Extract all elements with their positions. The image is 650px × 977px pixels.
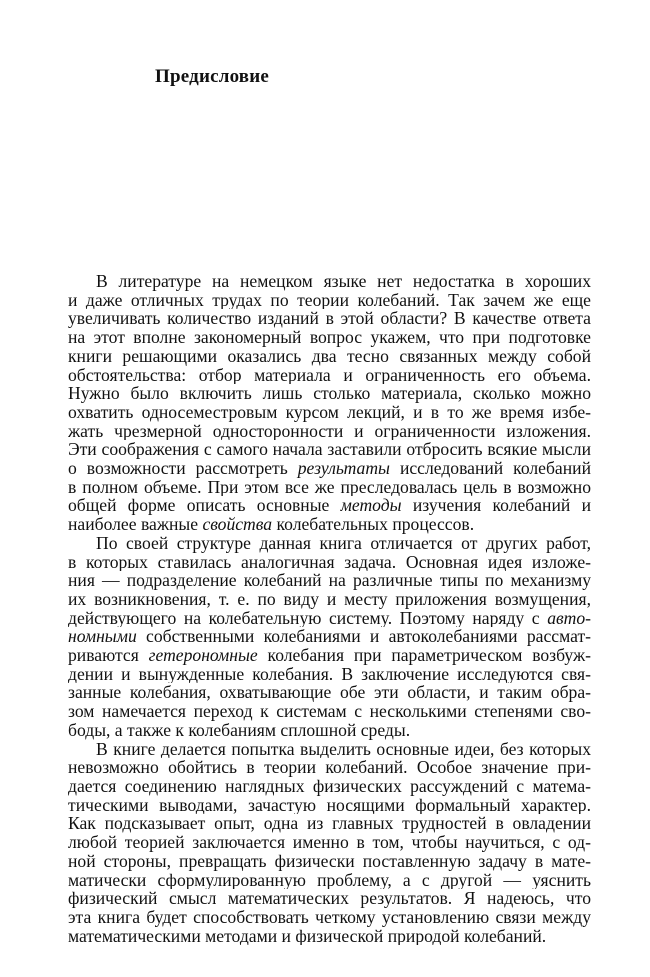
italic-term: номными — [68, 627, 137, 647]
text-line: В книге делается попытка выделить основные идеи, без которых — [96, 739, 591, 759]
text-line: Как подсказывает опыт, одна из главных трудностей в овладении — [68, 814, 591, 834]
text-line — [68, 609, 591, 628]
text-line: книги решающими оказались два тесно связанных между собой — [68, 346, 591, 366]
text-line: тическими выводами, зачастую носящими формальный характер. — [68, 795, 591, 815]
text-line: физический смысл математических результатов. Я надеюсь, что — [68, 889, 591, 908]
text-line: охватить односеместровым курсом лекций, и в то же время избе- — [68, 402, 591, 422]
text-line: на этот вполне закономерный вопрос укажем, что при подготовке — [68, 328, 591, 347]
text-line: ной стороны, превращать физически поставленную задачу в мате- — [68, 851, 591, 871]
text-line: и даже отличных трудах по теории колебаний. Так зачем же еще — [68, 290, 591, 310]
paragraph — [68, 740, 591, 946]
text-line: Нужно было включить лишь столько материала, сколько можно — [68, 384, 591, 403]
text-line: обстоятельства: отбор материала и ограниченность его объема. — [68, 365, 591, 385]
text-line: невозможно обойтись в теории колебаний. Особое значение при- — [68, 758, 591, 777]
text-line: дении и вынужденные колебания. В заключение исследуются свя- — [68, 664, 591, 684]
text-line — [68, 646, 591, 665]
text-line: жать чрезмерной односторонности и ограниченности изложения. — [68, 421, 591, 441]
italic-term: гетерономные — [148, 646, 258, 665]
preface-body — [68, 272, 591, 945]
text-line: занные колебания, охватывающие обе эти области, и таким обра- — [68, 683, 591, 703]
paragraph — [68, 272, 591, 534]
italic-term: результаты — [297, 459, 390, 478]
text-line: эта книга будет способствовать четкому установлению связи между — [68, 907, 591, 927]
italic-term: авто- — [547, 608, 591, 628]
text-segment: действующего на колебательную систему. Поэтому наряду с — [68, 608, 548, 628]
text-line: матически сформулированную проблему, а с другой — уяснить — [68, 870, 591, 890]
text-segment: собственными колебаниями и автоколебаниями рассмат- — [136, 627, 591, 647]
italic-term: методы — [340, 496, 402, 516]
text-segment: общей форме описать основные — [68, 496, 341, 516]
text-line: в полном объеме. При этом все же преследовалась цель в возможно — [68, 477, 591, 497]
text-line: математическими методами и физической природой колебаний. — [68, 926, 547, 946]
text-line — [68, 459, 591, 478]
text-line: увеличивать количество изданий в этой области? В качестве ответа — [68, 309, 591, 329]
text-line: зом намечается переход к системам с несколькими степенями сво- — [68, 702, 591, 721]
text-line — [68, 627, 591, 646]
text-line: Эти соображения с самого начала заставили отбросить всякие мысли — [68, 440, 591, 460]
text-line: дается соединению наглядных физических рассуждений с матема- — [68, 776, 591, 796]
text-line — [68, 496, 591, 515]
text-line: боды, а также к колебаниям сплошной среды. — [68, 720, 411, 740]
text-line: любой теорией заключается именно в том, чтобы научиться, с од- — [68, 833, 591, 852]
text-line: в которых ставилась аналогичная задача. Основная идея изложе- — [68, 552, 591, 572]
text-line — [68, 515, 591, 534]
text-segment: о возможности рассмотреть — [68, 459, 298, 478]
text-segment: изучения колебаний и — [401, 496, 591, 516]
italic-term: свойства — [202, 515, 273, 534]
text-line: В литературе на немецком языке нет недостатка в хороших — [96, 272, 591, 291]
text-segment: наиболее важные — [68, 515, 203, 534]
text-segment: колебательных процессов. — [272, 515, 475, 534]
text-segment: исследований колебаний — [389, 459, 591, 478]
text-line: По своей структуре данная книга отличается от других работ, — [96, 533, 591, 553]
page-title: Предисловие — [155, 66, 270, 87]
text-segment: колебания при параметрическом возбуж- — [257, 646, 591, 665]
paragraph — [68, 534, 591, 740]
text-line: ния — подразделение колебаний на различные типы по механизму — [68, 571, 591, 590]
text-line: их возникновения, т. е. по виду и месту приложения возмущения, — [68, 589, 591, 609]
text-segment: риваются — [68, 646, 149, 665]
